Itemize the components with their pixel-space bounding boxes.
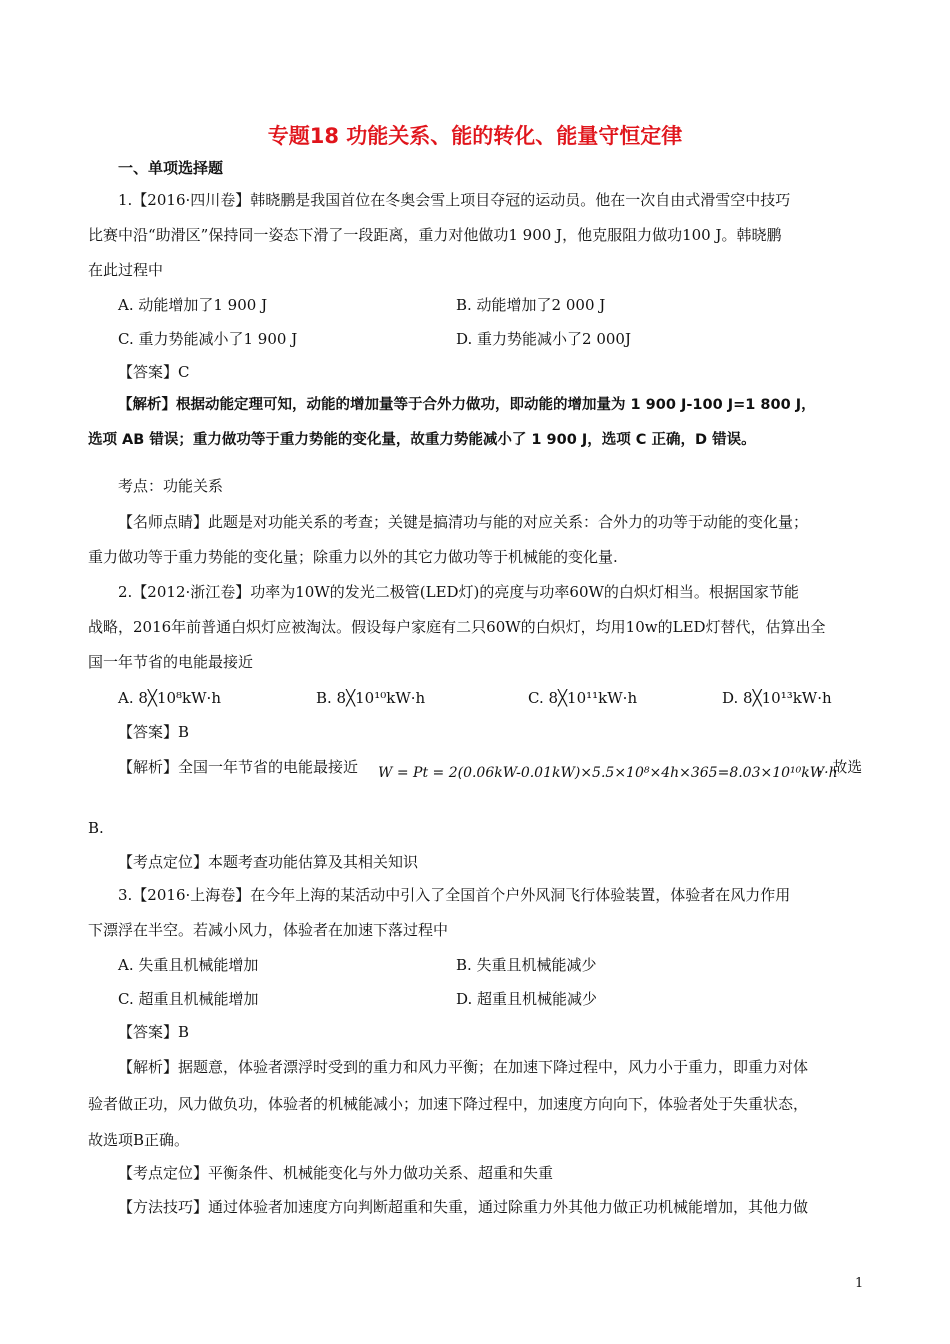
q3-option-b: B. 失重且机械能减少	[456, 956, 597, 974]
q3-locate: 【考点定位】平衡条件、机械能变化与外力做功关系、超重和失重	[118, 1164, 554, 1182]
q2-option-a: A. 8╳10⁸kW·h	[118, 689, 221, 707]
page-number: 1	[855, 1276, 864, 1291]
q3-explanation-2: 验者做正功，风力做负功，体验者的机械能减小；加速下降过程中，加速度方向向下，体验者处于失重状态，	[88, 1095, 809, 1113]
q2-explanation-suffix: ，故选	[818, 758, 863, 776]
q2-answer: 【答案】B	[118, 723, 190, 741]
q3-line-2: 下漂浮在半空。若减小风力，体验者在加速下落过程中	[88, 921, 449, 939]
q2-option-c: C. 8╳10¹¹kW·h	[528, 689, 638, 707]
q2-option-d: D. 8╳10¹³kW·h	[722, 689, 832, 707]
q2-explanation-2: B.	[88, 819, 104, 837]
q2-option-b: B. 8╳10¹⁰kW·h	[316, 689, 426, 707]
q1-option-a: A. 动能增加了1 900 J	[118, 296, 268, 314]
q1-line-1: 1.【2016·四川卷】韩晓鹏是我国首位在冬奥会雪上项目夺冠的运动员。他在一次自由式滑雪空中技巧	[118, 191, 791, 209]
q2-locate: 【考点定位】本题考查功能估算及其相关知识	[118, 853, 419, 871]
section-heading: 一、单项选择题	[118, 159, 224, 177]
q2-line-2: 战略，2016年前普通白炽灯应被淘汰。假设每户家庭有二只60W的白炽灯，均用10w的LED灯替代，估算出全	[88, 618, 826, 636]
q3-explanation-3: 故选项B正确。	[88, 1131, 190, 1149]
q1-tip-1: 【名师点睛】此题是对功能关系的考查；关键是搞清功与能的对应关系：合外力的功等于动能的变化量；	[118, 513, 809, 531]
q1-line-3: 在此过程中	[88, 261, 164, 279]
q3-method: 【方法技巧】通过体验者加速度方向判断超重和失重，通过除重力外其他力做正功机械能增加，其他力做	[118, 1198, 809, 1216]
q3-option-a: A. 失重且机械能增加	[118, 956, 259, 974]
q2-explanation-prefix: 【解析】全国一年节省的电能最接近	[118, 758, 359, 776]
q1-explanation-1: 【解析】根据动能定理可知，动能的增加量等于合外力做功，即动能的增加量为 1 900 J-100 J=1 800 J，	[118, 397, 816, 413]
q1-option-c: C. 重力势能减小了1 900 J	[118, 330, 298, 348]
q1-answer: 【答案】C	[118, 363, 190, 381]
q1-option-d: D. 重力势能减小了2 000J	[456, 330, 631, 348]
q3-explanation-1: 【解析】据题意，体验者漂浮时受到的重力和风力平衡；在加速下降过程中，风力小于重力，即重力对体	[118, 1058, 809, 1076]
page-title: 专题18 功能关系、能的转化、能量守恒定律	[267, 124, 683, 148]
q2-line-3: 国一年节省的电能最接近	[88, 653, 254, 671]
q3-line-1: 3.【2016·上海卷】在今年上海的某活动中引入了全国首个户外风洞飞行体验装置，体验者在风力作用	[118, 886, 791, 904]
q1-option-b: B. 动能增加了2 000 J	[456, 296, 606, 314]
q1-line-2: 比赛中沿“助滑区”保持同一姿态下滑了一段距离，重力对他做功1 900 J，他克服阻力做功100 J。韩晓鹏	[88, 226, 782, 244]
q1-explanation-2: 选项 AB 错误；重力做功等于重力势能的变化量，故重力势能减小了 1 900 J，选项 C 正确，D 错误。	[88, 432, 756, 448]
q1-point: 考点：功能关系	[118, 477, 224, 495]
q1-tip-2: 重力做功等于重力势能的变化量；除重力以外的其它力做功等于机械能的变化量.	[88, 548, 618, 566]
q3-answer: 【答案】B	[118, 1023, 190, 1041]
q2-formula: W = Pt = 2(0.06kW-0.01kW)×5.5×10⁸×4h×365=8.03×10¹⁰kW·h	[378, 765, 838, 781]
q3-option-d: D. 超重且机械能减少	[456, 990, 598, 1008]
q3-option-c: C. 超重且机械能增加	[118, 990, 259, 1008]
q2-line-1: 2.【2012·浙江卷】功率为10W的发光二极管(LED灯)的亮度与功率60W的白炽灯相当。根据国家节能	[118, 583, 799, 601]
